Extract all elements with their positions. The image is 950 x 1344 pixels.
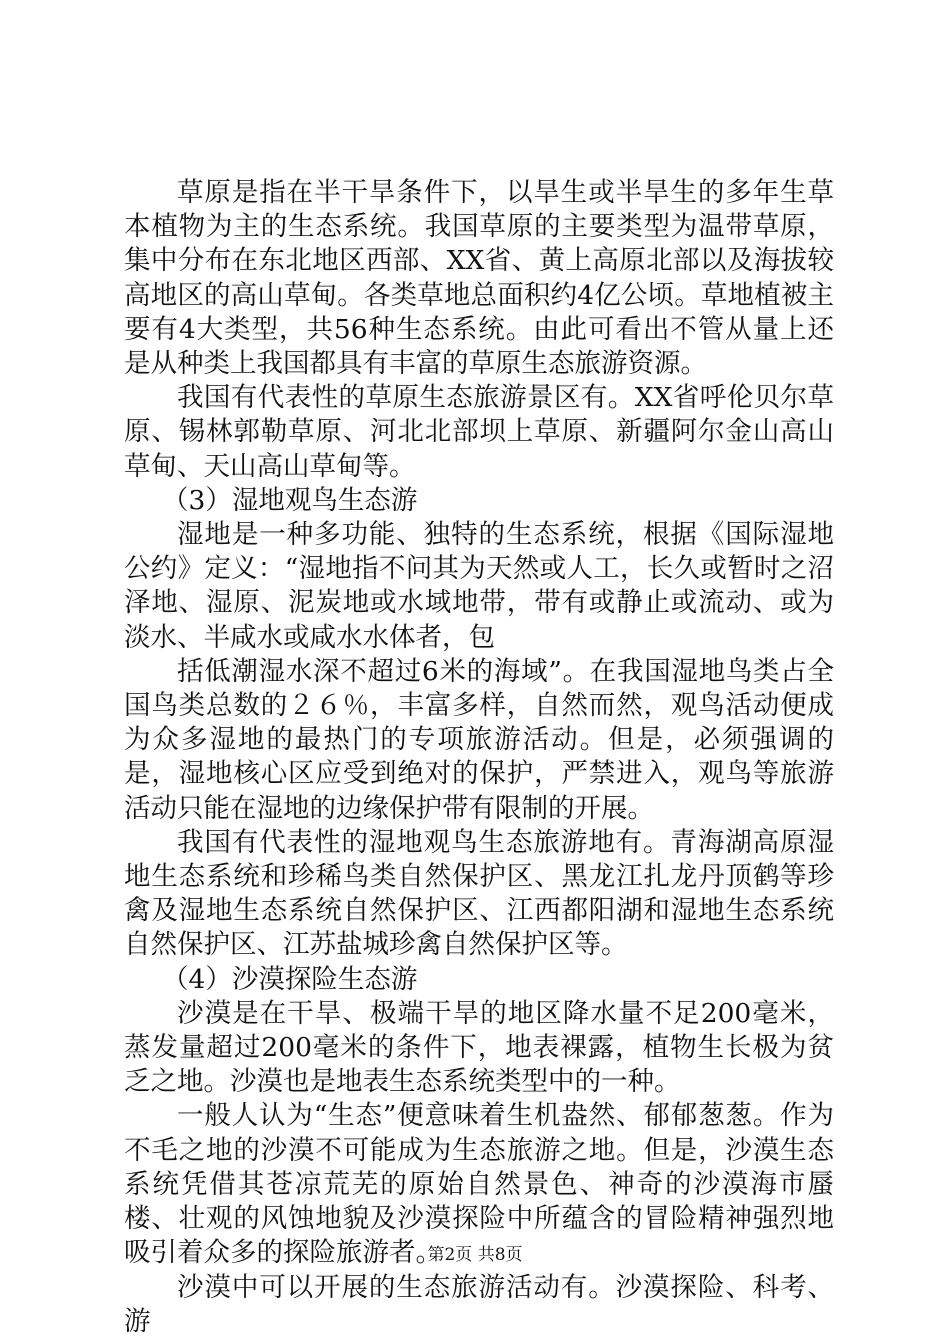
document-body: [124, 176, 834, 1339]
section-heading-wetland: （3）湿地观鸟生态游: [162, 484, 418, 516]
paragraph-desert-activities: 沙漠中可以开展的生态旅游活动有。沙漠探险、科考、游: [124, 1271, 834, 1337]
paragraph-grassland-intro: 草原是指在半干旱条件下，以旱生或半旱生的多年生草本植物为主的生态系统。我国草原的主要类型为温带草原，集中分布在东北地区西部、XX省、黄上高原北部以及海拔较高地区的高山草甸。各类草地总面积约4亿公顷。草地植被主要有4大类型，共56种生态系统。由此可看出不管从量上还是从种类上我国都具有丰富的草原生态旅游资源。: [124, 177, 834, 380]
paragraph-grassland-sites: 我国有代表性的草原生态旅游景区有。XX省呼伦贝尔草原、锡林郭勒草原、河北北部坝上草原、新疆阿尔金山高山草甸、天山高山草甸等。: [124, 382, 834, 482]
page-number-label: 第2页 共8页: [427, 1245, 523, 1265]
paragraph-desert-appeal: 一般人认为“生态”便意味着生机盎然、郁郁葱葱。作为不毛之地的沙漠不可能成为生态旅游之地。但是，沙漠生态系统凭借其苍凉荒芜的原始自然景色、神奇的沙漠海市蜃楼、壮观的风蚀地貌及沙漠探险中所蕴含的冒险精神强烈地吸引着众多的探险旅游者。: [124, 1100, 834, 1269]
page-footer: [0, 1240, 950, 1265]
paragraph-wetland-birds: 括低潮湿水深不超过6米的海域”。在我国湿地鸟类占全国鸟类总数的２６％，丰富多样，自然而然，观鸟活动便成为众多湿地的最热门的专项旅游活动。但是，必须强调的是，湿地核心区应受到绝对的保护，严禁进入，观鸟等旅游活动只能在湿地的边缘保护带有限制的开展。: [124, 655, 834, 824]
section-heading-desert: （4）沙漠探险生态游: [162, 963, 418, 995]
paragraph-wetland-definition: 湿地是一种多功能、独特的生态系统，根据《国际湿地公约》定义：“湿地指不问其为天然或人工，长久或暂时之沼泽地、湿原、泥炭地或水域地带，带有或静止或流动、或为淡水、半咸水或咸水水体者，包: [124, 519, 834, 653]
paragraph-wetland-sites: 我国有代表性的湿地观鸟生态旅游地有。青海湖高原湿地生态系统和珍稀鸟类自然保护区、黑龙江扎龙丹顶鹤等珍禽及湿地生态系统自然保护区、江西都阳湖和湿地生态系统自然保护区、江苏盐城珍禽自然保护区等。: [124, 826, 834, 961]
paragraph-desert-definition: 沙漠是在干旱、极端干旱的地区降水量不足200毫米，蒸发量超过200毫米的条件下，地表裸露，植物生长极为贫乏之地。沙漠也是地表生态系统类型中的一种。: [124, 997, 834, 1098]
